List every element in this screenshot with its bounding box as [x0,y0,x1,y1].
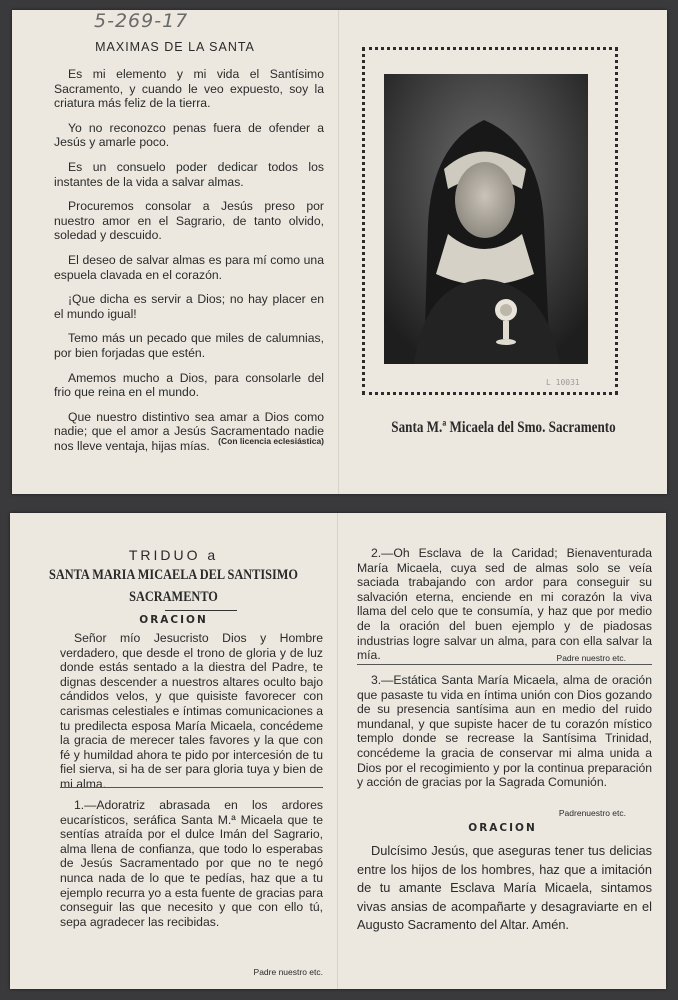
maxim: Amemos mucho a Dios, para consolarle del frio que reina en el mundo. [54,370,324,400]
oracion-heading-2: ORACION [468,822,537,834]
maxim: El deseo de salvar almas es para mí como una espuela clavada en el corazón. [54,252,324,282]
padre-nuestro-note: Padre nuestro etc. [253,967,323,977]
maxim: ¡Que dicha es servir a Dios; no hay placer en el mundo igual! [54,292,324,321]
handwritten-note: 5-269-17 [94,10,189,32]
oracion-heading: ORACION [139,614,208,626]
saint-name-heading-2: SACRAMENTO [129,589,218,605]
portrait-caption: Santa M.ª Micaela del Smo. Sacramento [391,419,616,436]
prayer-card-front [12,10,667,494]
prayer-paragraph-2: 2.—Oh Esclava de la Caridad; Bienaventurada María Micaela, cuya sed de almas solo se veía saciada trabajando con ardor para conseguir su salvación eterna, enciende en mi corazón la viva llama del celo que te consumía, y haz que por medio de la oración del buen ejemplo y de piadosas industrias logre salvar un alma, para con ella salvar la mía. [357,546,652,663]
maxims-panel [12,10,338,494]
prayer-paragraph-3: 3.—Estática Santa María Micaela, alma de oración que pasaste tu vida en íntima unión con Dios gozando de su presencia santísima aun en medio del ruido mundanal, y que supiste hacer de tu corazón místico templo donde se recrease la Santísima Trinidad, concédeme la gracia de conservar mi alma unida a Dios por el recogimiento y por la continua preparación y acción de gracias por la Sagrada Comunión. [357,673,652,790]
prayers-panel [339,513,666,989]
portrait-of-saint-icon [384,74,588,364]
maxim: Temo más un pecado que miles de calumnias, por bien forjadas que estén. [54,331,324,360]
triduo-panel [10,513,337,989]
maxim: Procuremos consolar a Jesús preso por nuestro amor en el Sagrario, de tanto olvido, soledad y descuido. [54,199,324,243]
padre-nuestro-note: Padre nuestro etc. [556,653,626,663]
maxim: Que nuestro distintivo sea amar a Dios como nadie; que el amor a Jesús Sacramentado nadie nos lleve ventaja, hijas mías. [54,409,324,453]
oracion-text: Señor mío Jesucristo Dios y Hombre verdadero, que desde el trono de gloria y de luz donde estás sentado a la diestra del Padre, te dignas descender a nuestros altares oculto bajo cándidos velos, y que quisiste favorecer con carismas celestiales e íntimas comunicaciones a tu predilecta esposa María Micaela, concédeme la gracia de merecer tales favores y la que con fé y humildad ahora te pido por intercesión de tu fiel sierva, si ha de ser para gloria tuya y bien de mi alma. [60,631,323,791]
divider [357,664,652,665]
maxim: Yo no reconozco penas fuera de ofender a Jesús y amarle poco. [54,120,324,150]
ecclesiastical-license: (Con licencia eclesiástica) [218,436,324,446]
maxims-list [54,67,324,463]
maxims-title: MAXIMAS DE LA SANTA [95,40,255,54]
portrait-panel [340,10,667,494]
maxim: Es un consuelo poder dedicar todos los instantes de la vida a salvar almas. [54,159,324,189]
prayer-paragraph-1: 1.—Adoratriz abrasada en los ardores eucarísticos, seráfica Santa M.ª Micaela que te sentías atraída por el dulce Imán del Sagrario, alma llena de confianza, que todo lo esperabas de Jesús Sacramentado por que no te negó nunca nada de lo que te pedías, haz que a tu ejemplo recurra yo a esta fuente de gracias para conseguir las que necesito y que con ello tú, sepa agradecer las recibidas. [60,798,323,929]
maxim: Es mi elemento y mi vida el Santísimo Sacramento, y cuando le veo expuesto, soy la criatura más feliz de la tierra. [54,67,324,111]
divider [165,610,237,611]
divider [60,787,323,788]
prayer-card-back [10,513,666,989]
triduo-title: TRIDUO a [128,547,219,563]
padre-nuestro-note: Padrenuestro etc. [558,808,626,818]
stamp-mark: L 10031 [546,378,580,387]
saint-name-heading: SANTA MARIA MICAELA DEL SANTISIMO [48,567,299,583]
final-prayer-text: Dulcísimo Jesús, que aseguras tener tus delicias entre los hijos de los hombres, haz que a imitación de tu amante Esclava María Micaela, sintamos vivas ansias de acompañarte y desagraviarte en el Augusto Sacramento del Altar. Amén. [357,843,652,932]
